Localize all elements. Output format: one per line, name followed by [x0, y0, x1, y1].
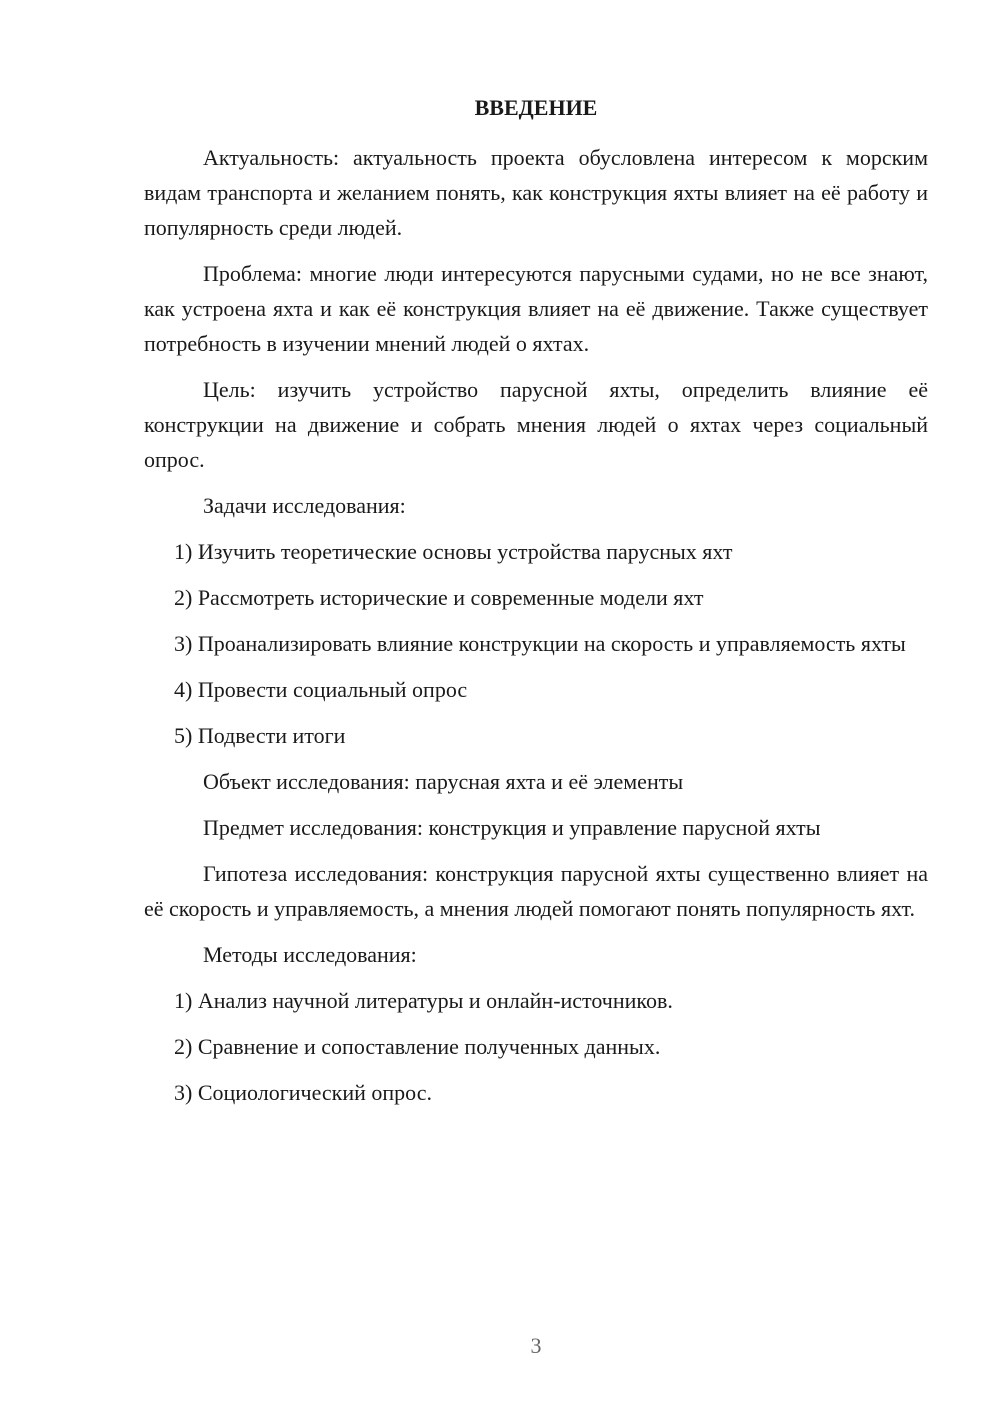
section-title: ВВЕДЕНИЕ — [474, 95, 598, 120]
task-item: 4) Провести социальный опрос — [174, 677, 468, 702]
method-item: 3) Социологический опрос. — [174, 1080, 432, 1105]
goal-paragraph: Цель: изучить устройство парусной яхты, определить влияние её конструкции на движение и собрать мнения людей о яхтах через социальный опрос. — [144, 377, 928, 472]
relevance-paragraph: Актуальность: актуальность проекта обусловлена интересом к морским видам транспорта и желанием понять, как конструкция яхты влияет на её работу и популярность среди людей. — [144, 145, 928, 240]
page-number: 3 — [530, 1333, 542, 1358]
hypothesis-paragraph: Гипотеза исследования: конструкция парусной яхты существенно влияет на её скорость и управляемость, а мнения людей помогают понять популярность яхт. — [144, 861, 928, 921]
task-item: 3) Проанализировать влияние конструкции на скорость и управляемость яхты — [174, 631, 906, 656]
methods-heading: Методы исследования: — [203, 942, 417, 967]
problem-paragraph: Проблема: многие люди интересуются парусными судами, но не все знают, как устроена яхта и как её конструкция влияет на её движение. Также существует потребность в изучении мнений людей о яхтах. — [144, 261, 928, 356]
task-item: 2) Рассмотреть исторические и современные модели яхт — [174, 585, 704, 610]
task-item: 1) Изучить теоретические основы устройства парусных яхт — [174, 539, 733, 564]
tasks-heading: Задачи исследования: — [203, 493, 406, 518]
method-item: 2) Сравнение и сопоставление полученных данных. — [174, 1034, 661, 1059]
object-paragraph: Объект исследования: парусная яхта и её элементы — [203, 769, 684, 794]
task-item: 5) Подвести итоги — [174, 723, 346, 748]
subject-paragraph: Предмет исследования: конструкция и управление парусной яхты — [203, 815, 821, 840]
document-page — [144, 90, 928, 1121]
method-item: 1) Анализ научной литературы и онлайн-источников. — [174, 988, 673, 1013]
